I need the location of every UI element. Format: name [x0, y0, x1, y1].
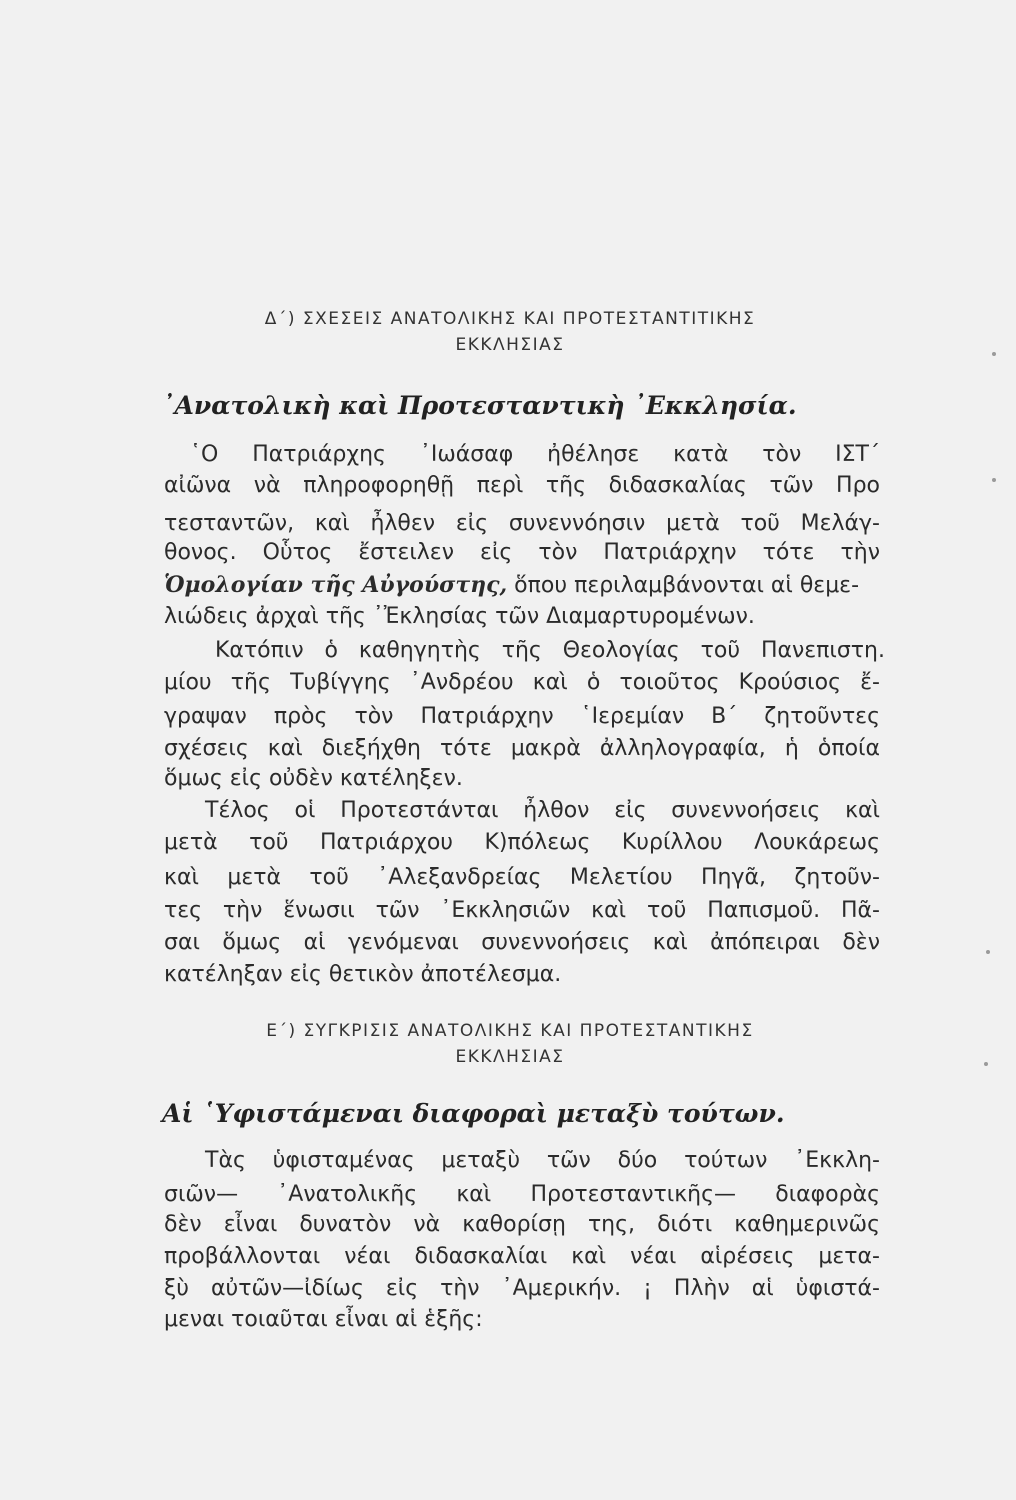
section-d-line-16: σαι ὅμως αἱ γενόμεναι συνεννοήσεις καὶ ἀπόπειραι δὲν [164, 930, 880, 955]
section-d-line-13: μετὰ τοῦ Πατριάρχου Κ)πόλεως Κυρίλλου Λουκάρεως [164, 830, 880, 855]
section-d-line-8: μίου τῆς Τυβίγγης ᾿Ανδρέου καὶ ὁ τοιοῦτος Κρούσιος ἔ- [164, 670, 880, 695]
section-d-line-17: κατέληξαν εἰς θετικὸν ἀποτέλεσμα. [164, 962, 562, 987]
section-e-line-4: προβάλλονται νέαι διδασκαλίαι καὶ νέαι αἱρέσεις μετα- [164, 1244, 880, 1269]
section-d-line-4: θονος. Οὗτος ἔστειλεν εἰς τὸν Πατριάρχην τότε τὴν [164, 540, 880, 565]
section-e-line-3: δὲν εἶναι δυνατὸν νὰ καθορίσῃ της, διότι καθημερινῶς [164, 1212, 880, 1237]
augsburg-confession-title: Ὁμολογίαν τῆς Αὐγούστης, [164, 572, 508, 598]
section-d-heading-line2: ΕΚΚΛΗΣΙΑΣ [455, 335, 565, 355]
section-d-line-3: τεσταντῶν, καὶ ἦλθεν εἰς συνεννόησιν μετὰ τοῦ Μελάγ- [164, 511, 880, 536]
section-d-line-10: σχέσεις καὶ διεξήχθη τότε μακρὰ ἀλληλογραφία, ἡ ὁποία [164, 736, 880, 761]
section-e-line-2: σιῶν— ᾿Ανατολικῆς καὶ Προτεσταντικῆς— διαφορὰς [164, 1182, 880, 1207]
section-e-title: Αἱ ῾Υφιστάμεναι διαφοραὶ μεταξὺ τούτων. [162, 1099, 785, 1128]
section-e-line-5: ξὺ αὐτῶν—ἰδίως εἰς τὴν ᾿Αμερικήν. ¡ Πλὴν αἱ ὑφιστά- [164, 1276, 880, 1301]
section-d-line-7: Κατόπιν ὁ καθηγητὴς τῆς Θεολογίας τοῦ Πανεπιστη. [215, 638, 885, 663]
section-d-title: ᾿Ανατολικὴ καὶ Προτεσταντικὴ ᾿Εκκλησία. [162, 391, 797, 420]
section-d-line-15: τες τὴν ἕνωσιι τῶν ᾿Εκκλησιῶν καὶ τοῦ Παπισμοῦ. Πᾶ- [164, 898, 880, 923]
section-e-heading-line1: Ε΄) ΣΥΓΚΡΙΣΙΣ ΑΝΑΤΟΛΙΚΗΣ ΚΑΙ ΠΡΟΤΕΣΤΑΝΤΙΚΗΣ [266, 1021, 754, 1041]
section-d-line-6: λιώδεις ἀρχαὶ τῆς ᾿Ἐκλησίας τῶν Διαμαρτυρομένων. [164, 604, 755, 629]
scan-speck [992, 478, 996, 482]
section-d-line-1: ῾Ο Πατριάρχης ᾿Ιωάσαφ ἠθέλησε κατὰ τὸν ΙΣΤ΄ [190, 442, 880, 467]
section-e-line-6: μεναι τοιαῦται εἶναι αἱ ἑξῆς: [164, 1307, 483, 1332]
section-d-line-5-rest: ὅπου περιλαμβάνονται αἱ θεμε- [507, 573, 860, 598]
scan-speck [984, 1062, 988, 1066]
section-d-line-5 [164, 570, 880, 601]
scan-speck [992, 352, 996, 356]
section-d-line-14: καὶ μετὰ τοῦ ᾿Αλεξανδρείας Μελετίου Πηγᾶ, ζητοῦν- [164, 865, 880, 890]
section-d-line-11: ὅμως εἰς οὐδὲν κατέληξεν. [164, 766, 463, 791]
section-e-line-1: Τὰς ὑφισταμένας μεταξὺ τῶν δύο τούτων ᾿Εκκλη- [205, 1148, 880, 1173]
section-d-line-2: αἰῶνα νὰ πληροφορηθῇ περὶ τῆς διδασκαλίας τῶν Προ [164, 473, 880, 498]
scan-speck [986, 950, 990, 954]
section-d-line-12: Τέλος οἱ Προτεστάνται ἦλθον εἰς συνεννοήσεις καὶ [205, 798, 880, 823]
section-e-heading-line2: ΕΚΚΛΗΣΙΑΣ [455, 1047, 565, 1067]
section-d-line-9: γραψαν πρὸς τὸν Πατριάρχην ῾Ιερεμίαν Β΄ ζητοῦντες [164, 704, 880, 729]
section-d-heading-line1: Δ΄) ΣΧΕΣΕΙΣ ΑΝΑΤΟΛΙΚΗΣ ΚΑΙ ΠΡΟΤΕΣΤΑΝΤΙΤΙΚΗΣ [264, 309, 756, 329]
